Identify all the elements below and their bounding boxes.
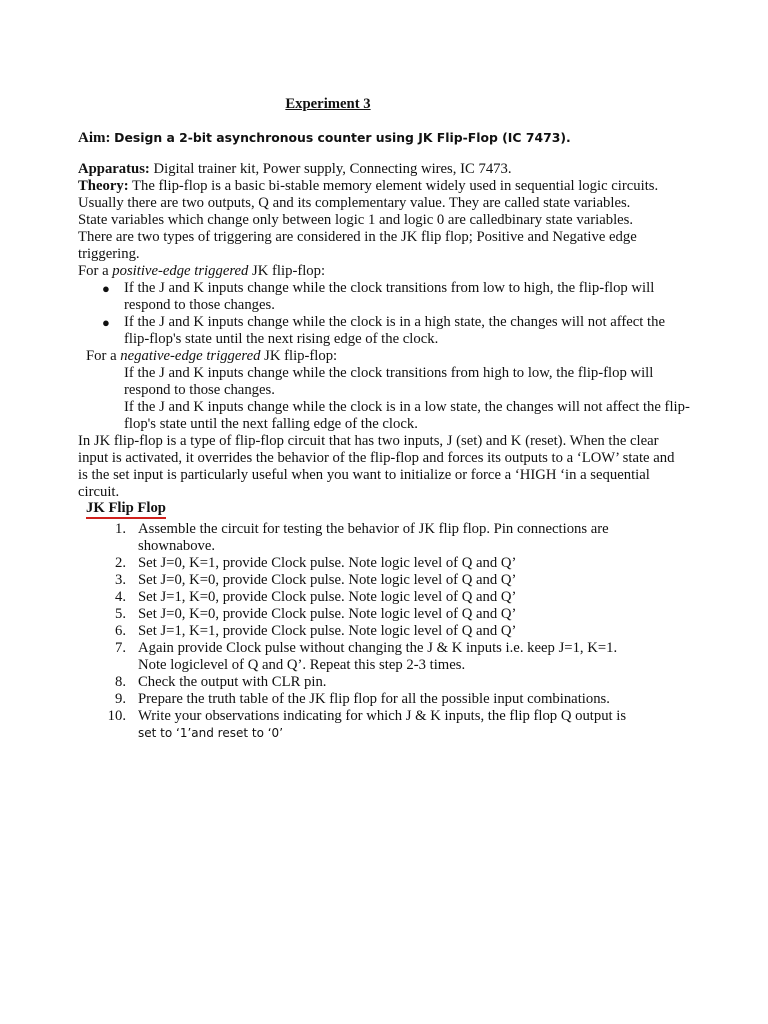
theory-line [78,178,750,195]
step-number: 1. [114,521,126,537]
step-number: 10. [107,708,126,724]
step-last-line: set to ‘1’and reset to ‘0’ [138,726,284,740]
apparatus-text: Digital trainer kit, Power supply, Connecting wires, IC 7473. [153,161,512,177]
list-item: If the J and K inputs change while the clock is in a low state, the changes will not affect the flip- flop's state until the next falling edge of the clock. [124,399,690,432]
step-number: 4. [114,589,126,605]
positive-edge-list [78,280,750,348]
body-text [78,161,750,501]
step-number: 3. [114,572,126,588]
theory-text: The flip-flop is a basic bi-stable memory element widely used in sequential logic circuits. [132,178,659,194]
bullet-icon: ● [102,281,110,296]
theory-paragraph-line: State variables which change only between logic 1 and logic 0 are calledbinary state variables. [78,212,634,228]
negative-edge-heading: For a negative-edge triggered JK flip-flop: [86,348,338,364]
clear-paragraph-line: input is activated, it overrides the behavior of the flip-flop and forces its outputs to a ‘LOW’ state and [78,450,675,466]
clear-paragraph-line: is the set input is particularly useful when you want to initialize or force a ‘HIGH ‘in a sequential [78,467,650,483]
jk-flip-flop-heading: JK Flip Flop [86,500,166,519]
clear-paragraph-line: circuit. [78,484,120,500]
positive-edge-heading: For a positive-edge triggered JK flip-flop: [78,263,326,279]
list-item: If the J and K inputs change while the clock transitions from high to low, the flip-flop will respond to those changes. [124,365,654,398]
step-number: 5. [114,606,126,622]
list-item: 5. Set J=0, K=0, provide Clock pulse. Note logic level of Q and Q’ [102,606,742,623]
step-number: 7. [114,640,126,656]
list-item: ● If the J and K inputs change while the clock transitions from low to high, the flip-flop will respond to those changes. [102,280,655,313]
step-number: 9. [114,691,126,707]
list-item: 3. Set J=0, K=0, provide Clock pulse. Note logic level of Q and Q’ [102,572,742,589]
clear-paragraph-line: In JK flip-flop is a type of flip-flop circuit that has two inputs, J (set) and K (reset). When the clear [78,433,659,449]
list-item: 1. Assemble the circuit for testing the behavior of JK flip flop. Pin connections are shownabove. [102,521,742,555]
list-item: 6. Set J=1, K=1, provide Clock pulse. Note logic level of Q and Q’ [102,623,742,640]
theory-paragraph-line: Usually there are two outputs, Q and its complementary value. They are called state variables. [78,195,631,211]
page-title: Experiment 3 [285,96,371,112]
apparatus-line [78,161,750,178]
list-item: 10. Write your observations indicating for which J & K inputs, the flip flop Q output is set to ‘1’and reset to ‘0’ [102,708,742,742]
step-number: 6. [114,623,126,639]
list-item: 8. Check the output with CLR pin. [102,674,742,691]
list-item: ● If the J and K inputs change while the clock is in a high state, the changes will not affect the flip-flop's state until the next rising edge of the clock. [102,314,665,347]
procedure-steps [102,521,742,742]
negative-edge-emphasis: negative-edge triggered [120,348,261,364]
theory-label: Theory: [78,178,129,194]
step-number: 8. [114,674,126,690]
list-item: 4. Set J=1, K=0, provide Clock pulse. Note logic level of Q and Q’ [102,589,742,606]
aim-label: Aim: [78,130,111,146]
positive-edge-emphasis: positive-edge triggered [112,263,249,279]
bullet-icon: ● [102,315,110,330]
step-number: 2. [114,555,126,571]
theory-paragraph-line: There are two types of triggering are considered in the JK flip flop; Positive and Negative edge [78,229,637,245]
list-item: 7. Again provide Clock pulse without changing the J & K inputs i.e. keep J=1, K=1. Note logiclevel of Q and Q’. Repeat this step 2-3 times. [102,640,742,674]
theory-paragraph-line: triggering. [78,246,140,262]
aim-text: Design a 2-bit asynchronous counter using JK Flip-Flop (IC 7473). [114,130,571,145]
aim-line [78,129,748,147]
list-item: 2. Set J=0, K=1, provide Clock pulse. Note logic level of Q and Q’ [102,555,742,572]
apparatus-label: Apparatus: [78,161,150,177]
list-item: 9. Prepare the truth table of the JK flip flop for all the possible input combinations. [102,691,742,708]
